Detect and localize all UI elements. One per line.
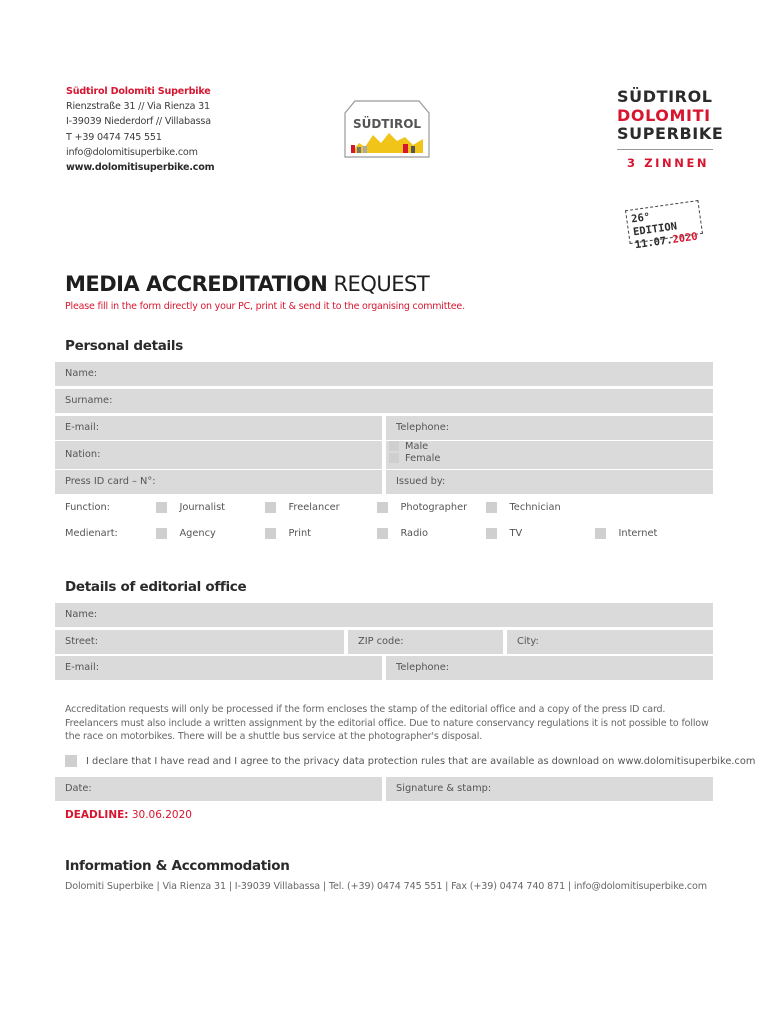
office-email-field[interactable] bbox=[55, 656, 382, 680]
office-street-field[interactable] bbox=[55, 630, 344, 654]
logo-line-3: SUPERBIKE bbox=[617, 124, 724, 143]
page-subtitle: Please fill in the form directly on your PC, print it & send it to the organising committee. bbox=[65, 301, 465, 312]
page-title bbox=[65, 272, 429, 296]
press-id-label: Press ID card – N°: bbox=[65, 476, 156, 487]
organizer-address bbox=[66, 84, 214, 175]
photographer-label: Photographer bbox=[400, 502, 468, 513]
office-name-label: Name: bbox=[65, 609, 98, 620]
logo-divider bbox=[617, 149, 713, 150]
sudtirol-badge-logo bbox=[343, 99, 431, 159]
organizer-city: I-39039 Niederdorf // Villabassa bbox=[66, 116, 211, 128]
gender-male-option[interactable] bbox=[389, 441, 440, 453]
nation-label: Nation: bbox=[65, 449, 101, 460]
organizer-email: info@dolomitisuperbike.com bbox=[66, 146, 198, 158]
edition-stamp bbox=[625, 200, 703, 252]
female-checkbox[interactable] bbox=[389, 453, 399, 463]
male-checkbox[interactable] bbox=[389, 441, 399, 451]
office-telephone-label: Telephone: bbox=[396, 662, 450, 673]
email-field[interactable] bbox=[55, 416, 382, 440]
function-label: Function: bbox=[65, 502, 110, 513]
privacy-checkbox[interactable] bbox=[65, 755, 77, 767]
female-label: Female bbox=[405, 453, 441, 464]
stamp-date-prefix: 11.07. bbox=[634, 234, 674, 252]
medienart-row bbox=[65, 527, 715, 541]
title-bold: MEDIA ACCREDITATION bbox=[65, 272, 328, 296]
logo-line-4: 3 ZINNEN bbox=[627, 155, 710, 170]
function-row bbox=[65, 501, 715, 515]
journalist-label: Journalist bbox=[179, 502, 226, 513]
logo-line-2: DOLOMITI bbox=[617, 105, 711, 125]
telephone-label: Telephone: bbox=[396, 422, 450, 433]
technician-label: Technician bbox=[509, 502, 561, 513]
medienart-label: Medienart: bbox=[65, 528, 118, 539]
agency-checkbox[interactable] bbox=[156, 528, 167, 539]
privacy-declaration[interactable] bbox=[65, 755, 755, 767]
email-label: E-mail: bbox=[65, 422, 100, 433]
office-city-label: City: bbox=[517, 636, 539, 647]
function-technician[interactable] bbox=[486, 501, 561, 515]
signature-field[interactable] bbox=[386, 777, 713, 801]
surname-field[interactable] bbox=[55, 389, 713, 413]
function-photographer[interactable] bbox=[377, 501, 467, 515]
information-heading: Information & Accommodation bbox=[65, 858, 290, 874]
function-freelancer[interactable] bbox=[265, 501, 340, 515]
deadline bbox=[65, 809, 192, 821]
function-journalist[interactable] bbox=[156, 501, 225, 515]
issued-by-label: Issued by: bbox=[396, 476, 446, 487]
deadline-label: DEADLINE: bbox=[65, 809, 129, 821]
stamp-year: 2020 bbox=[671, 230, 699, 246]
medienart-internet[interactable] bbox=[595, 527, 657, 541]
accreditation-note: Accreditation requests will only be processed if the form encloses the stamp of the editorial office and a copy of the press ID card. Freelancers must also include a written assignment by the editorial office. Due to nature conservancy regulations it is not possible to follow the race on motorbikes. There will be a shuttle bus service at the photographer's disposal. bbox=[65, 704, 709, 742]
male-label: Male bbox=[405, 441, 429, 452]
date-field[interactable] bbox=[55, 777, 382, 801]
organizer-phone: T +39 0474 745 551 bbox=[66, 131, 162, 143]
internet-label: Internet bbox=[618, 528, 658, 539]
tv-checkbox[interactable] bbox=[486, 528, 497, 539]
logo-line-1: SÜDTIROL bbox=[617, 87, 713, 106]
personal-details-heading: Personal details bbox=[65, 338, 183, 354]
gender-female-option[interactable] bbox=[389, 453, 440, 465]
office-city-field[interactable] bbox=[507, 630, 713, 654]
privacy-declaration-text: I declare that I have read and I agree to the privacy data protection rules that are available as download on www.dolomitisuperbike.com bbox=[86, 756, 756, 767]
medienart-print[interactable] bbox=[265, 527, 311, 541]
badge-text: SÜDTIROL bbox=[352, 117, 422, 131]
organizer-website: www.dolomitisuperbike.com bbox=[66, 162, 215, 174]
gender-options bbox=[389, 441, 440, 465]
telephone-field[interactable] bbox=[386, 416, 713, 440]
organizer-name: Südtirol Dolomiti Superbike bbox=[66, 86, 211, 97]
name-field[interactable] bbox=[55, 362, 713, 386]
surname-label: Surname: bbox=[65, 395, 113, 406]
office-street-label: Street: bbox=[65, 636, 99, 647]
office-name-field[interactable] bbox=[55, 603, 713, 627]
technician-checkbox[interactable] bbox=[486, 502, 497, 513]
print-checkbox[interactable] bbox=[265, 528, 276, 539]
medienart-agency[interactable] bbox=[156, 527, 216, 541]
internet-checkbox[interactable] bbox=[595, 528, 606, 539]
freelancer-label: Freelancer bbox=[288, 502, 340, 513]
editorial-heading: Details of editorial office bbox=[65, 579, 247, 595]
issued-by-field[interactable] bbox=[386, 470, 713, 494]
radio-label: Radio bbox=[400, 528, 428, 539]
press-id-field[interactable] bbox=[55, 470, 382, 494]
print-label: Print bbox=[288, 528, 312, 539]
stamp-edition: 26° EDITION bbox=[630, 210, 678, 239]
journalist-checkbox[interactable] bbox=[156, 502, 167, 513]
deadline-value: 30.06.2020 bbox=[128, 809, 192, 821]
medienart-tv[interactable] bbox=[486, 527, 522, 541]
agency-label: Agency bbox=[179, 528, 216, 539]
contact-info: Dolomiti Superbike | Via Rienza 31 | I-39039 Villabassa | Tel. (+39) 0474 745 551 | Fax (+39) 0474 740 871 | info@dolomitisuperbike.com bbox=[65, 881, 707, 892]
date-label: Date: bbox=[65, 783, 92, 794]
title-light: REQUEST bbox=[333, 272, 430, 296]
organizer-street: Rienzstraße 31 // Via Rienza 31 bbox=[66, 101, 210, 113]
nation-field[interactable] bbox=[55, 441, 382, 469]
signature-label: Signature & stamp: bbox=[396, 783, 492, 794]
radio-checkbox[interactable] bbox=[377, 528, 388, 539]
office-zip-field[interactable] bbox=[348, 630, 503, 654]
medienart-radio[interactable] bbox=[377, 527, 428, 541]
tv-label: TV bbox=[509, 528, 523, 539]
photographer-checkbox[interactable] bbox=[377, 502, 388, 513]
office-email-label: E-mail: bbox=[65, 662, 100, 673]
name-label: Name: bbox=[65, 368, 98, 379]
event-logo bbox=[617, 87, 724, 172]
office-zip-label: ZIP code: bbox=[358, 636, 404, 647]
freelancer-checkbox[interactable] bbox=[265, 502, 276, 513]
office-telephone-field[interactable] bbox=[386, 656, 713, 680]
